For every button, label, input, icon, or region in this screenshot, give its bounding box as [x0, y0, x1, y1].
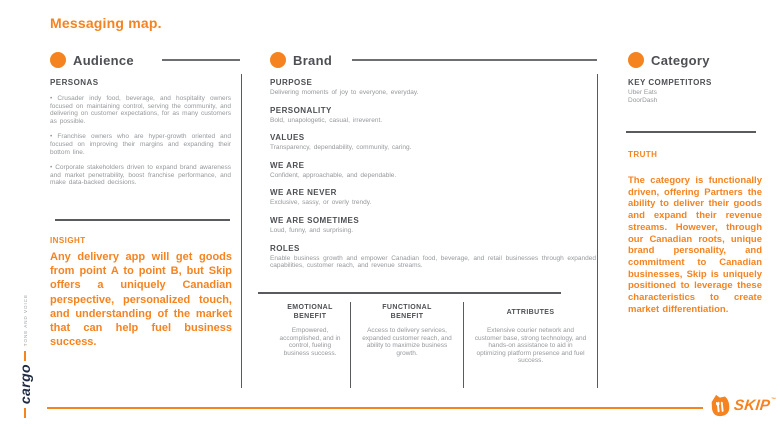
cargo-logo: cargo — [17, 364, 33, 405]
benefits-row — [270, 293, 598, 388]
persona-bullet: • Crusader indy food, beverage, and hospitality owners focused on maintaining control, serving the community, and delivering on customer expectations, for as many customers as possible. — [50, 95, 231, 125]
audience-column — [50, 78, 231, 187]
category-divider-rule — [626, 131, 756, 133]
section-text: Delivering moments of joy to everyone, everyday. — [270, 89, 419, 96]
section-text: Transparency, dependability, community, caring. — [270, 144, 412, 152]
brand-section-roles — [270, 244, 596, 270]
section-heading: PURPOSE — [270, 78, 313, 87]
brand-section-personality — [270, 106, 596, 125]
audience-divider-rule — [55, 219, 230, 221]
column-divider — [241, 74, 242, 388]
skip-logo — [707, 391, 776, 419]
trademark-symbol: ™ — [770, 396, 777, 403]
section-heading: ROLES — [270, 243, 300, 253]
benefit-box-emotional — [270, 302, 350, 388]
benefit-heading: EMOTIONAL BENEFIT — [287, 304, 333, 320]
section-text: Loud, funny, and surprising. — [270, 226, 354, 234]
skip-bag-icon — [706, 390, 734, 420]
header-rule — [162, 59, 240, 61]
bullet-circle-icon — [270, 52, 286, 68]
benefit-text: Access to delivery services, expanded customer reach, and ability to maximize business growth. — [362, 327, 452, 357]
benefit-text: Extensive courier network and customer base, strong technology, and hands-on assistance to aid in optimizing platform presence and fuel success. — [474, 327, 587, 365]
benefit-box-attributes — [463, 302, 597, 388]
column-header-audience — [50, 51, 134, 69]
column-header-category — [628, 51, 710, 69]
brand-section-we-are — [270, 161, 596, 180]
column-header-label: Category — [651, 52, 710, 68]
brand-column — [270, 78, 596, 279]
bullet-circle-icon — [628, 52, 644, 68]
accent-dash — [24, 351, 26, 361]
section-heading: PERSONALITY — [270, 105, 332, 115]
truth-text: The category is functionally driven, offering Partners the ability to deliver their goods and expand their revenue streams. However, through our Canadian roots, unique brand personality, and commitment to Canadian businesses, Skip is uniquely positioned to leverage these characteristics to create market differentiation. — [628, 175, 762, 315]
competitor-item: DoorDash — [628, 96, 658, 104]
brand-section-values — [270, 133, 596, 152]
benefit-box-functional — [350, 302, 463, 388]
insight-label: INSIGHT — [50, 236, 86, 245]
page-title: Messaging map. — [50, 15, 162, 31]
benefit-heading: ATTRIBUTES — [506, 308, 555, 316]
accent-dash — [24, 408, 26, 418]
column-header-brand — [270, 51, 332, 69]
section-heading: VALUES — [270, 133, 305, 143]
column-header-label: Audience — [73, 52, 134, 68]
personas-heading: PERSONAS — [50, 78, 99, 87]
section-text: Enable business growth and empower Canadian food, beverage, and retail businesses through expanded capabilities, customer reach, and revenue streams. — [270, 254, 596, 270]
tone-and-voice-label: TONE AND VOICE — [22, 294, 28, 347]
section-text: Bold, unapologetic, casual, irreverent. — [270, 116, 383, 124]
section-text: Exclusive, sassy, or overly trendy. — [270, 199, 372, 207]
truth-label: TRUTH — [628, 150, 658, 159]
footer-rule — [47, 407, 703, 409]
brand-section-we-are-sometimes — [270, 216, 596, 235]
competitor-item: Uber Eats — [628, 89, 657, 96]
benefit-heading: FUNCTIONAL BENEFIT — [382, 304, 432, 320]
header-rule — [352, 59, 597, 61]
skip-wordmark: SKIP™ — [733, 396, 777, 414]
section-heading: WE ARE — [270, 160, 305, 170]
sidebar — [13, 294, 37, 420]
persona-bullet: • Franchise owners who are hyper-growth oriented and focused on improving their margins and expanding their bottom line. — [50, 133, 231, 156]
bullet-circle-icon — [50, 52, 66, 68]
key-competitors-heading: KEY COMPETITORS — [628, 78, 712, 87]
insight-text: Any delivery app will get goods from point A to point B, but Skip offers a uniquely Canadian perspective, personalized touch, and understanding of the market that can help fuel business success. — [50, 251, 232, 349]
brand-section-purpose — [270, 78, 596, 97]
section-heading: WE ARE SOMETIMES — [270, 215, 360, 225]
persona-bullet: • Corporate stakeholders driven to expand brand awareness and market penetrability, boost franchise performance, and make data-backed decisions. — [50, 164, 231, 187]
column-header-label: Brand — [293, 52, 333, 68]
section-heading: WE ARE NEVER — [270, 188, 337, 198]
category-column — [628, 78, 759, 105]
section-text: Confident, approachable, and dependable. — [270, 171, 397, 179]
brand-section-we-are-never — [270, 188, 596, 207]
benefit-text: Empowered, accomplished, and in control, fueling business success. — [279, 327, 341, 357]
